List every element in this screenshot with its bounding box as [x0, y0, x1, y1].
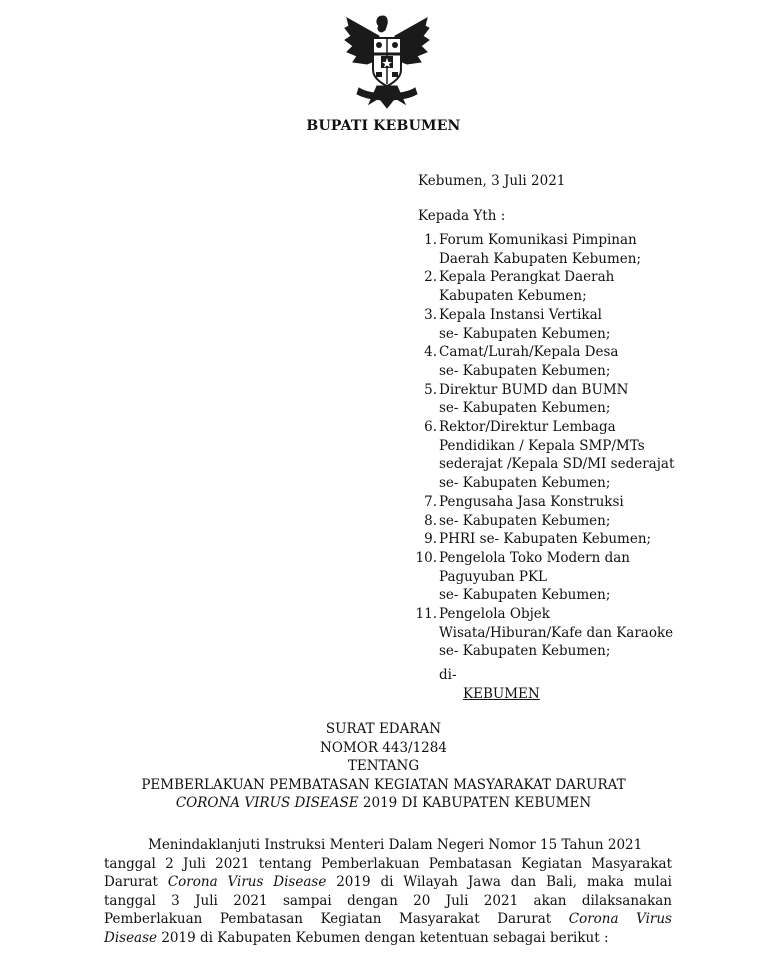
list-item-line: Camat/Lurah/Kepala Desa	[439, 344, 619, 361]
list-item-line: Paguyuban PKL	[439, 568, 547, 585]
date-line: Kebumen, 3 Juli 2021	[418, 173, 566, 189]
list-item-number: 5.	[424, 381, 437, 398]
list-item-line: sederajat /Kepala SD/MI sederajat	[439, 456, 675, 473]
list-item-line: se- Kabupaten Kebumen;	[439, 325, 611, 342]
list-item-line: se- Kabupaten Kebumen;	[439, 512, 611, 529]
body-line: Pemberlakuan Pembatasan Kegiatan Masyarakat Darurat Corona Virus	[104, 911, 672, 928]
circular-number: NOMOR 443/1284	[320, 739, 447, 756]
list-item-line: Pendidikan / Kepala SMP/MTs	[439, 437, 645, 454]
list-item-line: se- Kabupaten Kebumen;	[439, 587, 611, 604]
list-item	[404, 512, 744, 531]
list-item-line: se- Kabupaten Kebumen;	[439, 643, 611, 660]
body-line: Disease 2019 di Kabupaten Kebumen dengan ketentuan sebagai berikut :	[104, 929, 609, 946]
list-item-number: 10.	[415, 549, 437, 566]
list-item-line: Kabupaten Kebumen;	[439, 288, 587, 305]
list-item-line: Kepala Perangkat Daerah	[439, 269, 615, 286]
circular-subject-line-2: CORONA VIRUS DISEASE 2019 DI KABUPATEN KEBUMEN	[175, 795, 592, 811]
list-item	[404, 306, 744, 343]
list-item-line: se- Kabupaten Kebumen;	[439, 475, 611, 492]
list-item-number: 8.	[424, 512, 437, 529]
list-item-line: Pengusaha Jasa Konstruksi	[439, 493, 624, 510]
list-item-line: se- Kabupaten Kebumen;	[439, 362, 611, 379]
location-prefix: di-	[439, 667, 457, 683]
destination-city: KEBUMEN	[463, 686, 540, 702]
list-item	[404, 530, 744, 549]
list-item	[404, 418, 744, 493]
list-item-number: 9.	[424, 531, 437, 548]
body-line: tanggal 2 Juli 2021 tentang Pemberlakuan Pembatasan Kegiatan Masyarakat	[104, 855, 672, 872]
list-item-line: Pengelola Toko Modern dan	[439, 549, 630, 566]
list-item	[404, 231, 744, 268]
body-line: Darurat Corona Virus Disease 2019 di Wilayah Jawa dan Bali, maka mulai	[104, 874, 672, 891]
circular-subject-line-1: PEMBERLAKUAN PEMBATASAN KEGIATAN MASYARAKAT DARURAT	[141, 776, 626, 793]
list-item-line: Daerah Kabupaten Kebumen;	[439, 250, 641, 267]
circular-title: SURAT EDARAN	[325, 721, 442, 737]
list-item-number: 2.	[424, 269, 437, 286]
list-item	[404, 381, 744, 418]
list-item-line: Pengelola Objek	[439, 606, 550, 623]
list-item-line: PHRI se- Kabupaten Kebumen;	[439, 531, 652, 548]
list-item	[404, 268, 744, 305]
circular-header	[0, 720, 767, 813]
list-item	[404, 343, 744, 380]
list-item-number: 6.	[424, 419, 437, 436]
list-item-line: Kepala Instansi Vertikal	[439, 306, 602, 323]
addressee-list	[404, 231, 744, 661]
body-line: Menindaklanjuti Instruksi Menteri Dalam Negeri Nomor 15 Tahun 2021	[148, 837, 643, 853]
list-item-line: Forum Komunikasi Pimpinan	[439, 232, 637, 248]
list-item-line: se- Kabupaten Kebumen;	[439, 400, 611, 417]
garuda-emblem-icon	[341, 12, 433, 110]
list-item	[404, 549, 744, 605]
list-item-number: 7.	[424, 493, 437, 510]
list-item	[404, 493, 744, 512]
list-item-number: 4.	[424, 344, 437, 361]
list-item-number: 1.	[424, 232, 437, 248]
circular-about: TENTANG	[347, 758, 420, 774]
body-line: tanggal 3 Juli 2021 sampai dengan 20 Juli 2021 akan dilaksanakan	[104, 892, 672, 909]
list-item	[404, 605, 744, 661]
office-title: BUPATI KEBUMEN	[306, 118, 461, 134]
list-item-line: Wisata/Hiburan/Kafe dan Karaoke	[439, 624, 674, 641]
list-item-line: Rektor/Direktur Lembaga	[439, 419, 616, 436]
addressee-intro: Kepada Yth :	[418, 208, 506, 224]
list-item-line: Direktur BUMD dan BUMN	[439, 381, 629, 398]
list-item-number: 11.	[415, 606, 437, 623]
list-item-number: 3.	[424, 306, 437, 323]
body-paragraph	[104, 836, 672, 948]
